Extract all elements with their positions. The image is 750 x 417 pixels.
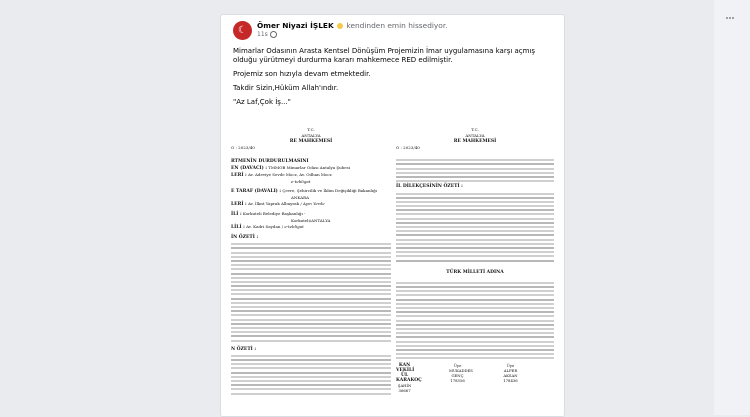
doc-label: LİLİ : [231,225,245,230]
doc-tag: e-tebligat [291,179,311,184]
post-paragraph: Mimarlar Odasının Arasta Kentsel Dönüşüm Projemizin İmar uygulamasına karşı açmış olduğu yürütmeyi durdurma kararı mahkemece RED edilmiştir. [233,47,536,64]
doc-label: E TARAF (DAVALI) : [231,189,282,194]
sig-title: Üye [453,363,462,369]
doc-tag: Aym Yerde [303,201,325,206]
more-options-icon[interactable] [726,4,736,7]
doc-body-lines [396,193,554,262]
sig-number: 178436 [503,378,518,384]
doc-value: Av. Kadri Saydan / [246,224,284,229]
doc-tag: e-tebligat [284,224,304,229]
sig-name: ŞAHİN [397,383,412,389]
doc-section-title: N ÖZETİ : [231,346,256,352]
sig-name: MUKADDES GENÇ [448,368,473,379]
doc-body-lines [396,159,554,182]
post-meta [257,31,277,38]
sig-title: Üye [506,363,515,369]
doc-body-lines [396,282,554,359]
doc-heading: RE MAHKEMESİ [289,139,333,144]
doc-value: Korkuteli Belediye Başkanlığı - [242,211,306,216]
doc-value: Çevre, Şehircilik ve İklim Değişikliği Bakanlığı [282,188,377,193]
sig-title: KAN VEKİLİ [396,363,415,374]
avatar[interactable]: ☾ [233,21,252,40]
author-name[interactable]: Ömer Niyazi İŞLEK [257,21,334,30]
feeling-text: kendinden emin hissediyor. [346,21,448,30]
signature-block [502,363,554,393]
globe-icon [270,31,277,38]
doc-value: ANKARA [291,195,310,200]
doc-file-no: O : 2023/40 [231,145,255,150]
doc-body-lines [231,243,391,341]
document-page-right [396,127,554,416]
post-image[interactable] [221,127,564,416]
post-card [220,14,565,417]
doc-label: EN (DAVACI) : [231,166,267,171]
doc-section-title: İL DİLEKÇESİNİN ÖZETİ : [396,184,463,190]
document-page-left [231,127,391,416]
doc-value: Av. İlknt Yaprak Albayrak / [247,201,302,206]
post-paragraph: Takdir Sizin,Hüküm Allah'ındır. [233,84,339,92]
feeling-emoji-icon [337,23,343,29]
post-paragraph: Projemiz son hızıyla devam etmektedir. [233,70,371,78]
doc-heading: T.C. [307,127,315,132]
doc-label: İLİ : [231,212,242,217]
sig-name: ÜL KARAKOÇ [396,373,422,384]
post-paragraph: "Az Laf,Çok İş..." [233,98,291,106]
doc-heading: ANTALYA [301,133,321,138]
doc-section-title: İN ÖZETİ : [231,235,259,240]
sig-number: 178556 [450,378,465,384]
doc-label: LERİ : [231,202,247,207]
doc-heading: T.C. [471,127,479,132]
post-time[interactable]: 11s [257,31,268,38]
doc-value: Korkuteli/ANTALYA [291,218,331,223]
doc-signatures [396,363,554,393]
doc-value: TMMOB Mimarlar Odası Antalya Şubesi [268,165,350,170]
signature-block [396,363,448,393]
doc-heading: ANTALYA [465,133,485,138]
sig-name: ALPER AKSAN [503,368,518,379]
doc-label: LERİ : [231,173,247,178]
doc-value: Av. Adeviye Sevde Mocz, Av. Odhan Mocz [247,172,332,177]
doc-section-title: RTMENİN DURDURULMASINI [231,159,309,164]
right-gutter [714,0,750,415]
signature-block [449,363,501,393]
doc-heading: RE MAHKEMESİ [453,139,497,144]
doc-body-lines [231,355,391,395]
post-header [257,21,448,30]
sig-number: 36667 [398,388,411,394]
post-text [233,47,551,112]
doc-file-no: O : 2023/40 [396,145,420,150]
doc-section-title: TÜRK MİLLETİ ADINA [446,269,504,275]
